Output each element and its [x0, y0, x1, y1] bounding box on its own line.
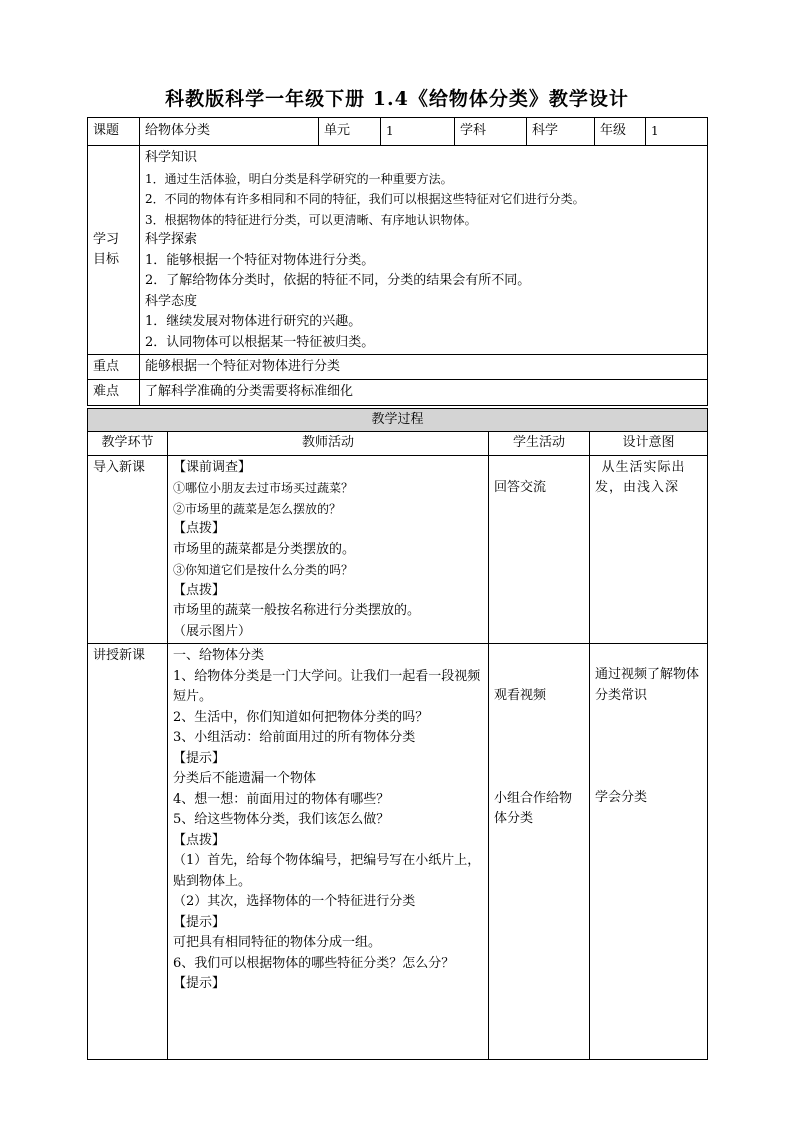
teacher-line: 市场里的蔬菜一般按名称进行分类摆放的。: [173, 603, 421, 618]
teacher-line: 5、给这些物体分类，我们该怎么做？: [173, 812, 390, 827]
teacher-line: 一、给物体分类: [173, 648, 265, 663]
student-activity-1: 观看视频: [494, 688, 547, 703]
teacher-line: 市场里的蔬菜都是分类摆放的。: [173, 541, 356, 557]
objective-line: 2．了解给物体分类时，依据的特征不同，分类的结果会有所不同。: [145, 273, 531, 288]
objectives-label-line1: 学习: [93, 231, 120, 247]
subject-label: 学科: [455, 118, 527, 146]
new-intent: [590, 644, 708, 1060]
intent-2: 学会分类: [595, 790, 648, 805]
teacher-line: 【点拨】: [173, 521, 226, 536]
teacher-line: ③你知道它们是按什么分类的吗？: [173, 563, 354, 577]
objective-line: 科学态度: [145, 293, 198, 309]
objective-line: 1．通过生活体验，明白分类是科学研究的一种重要方法。: [145, 171, 453, 186]
teacher-line: 1、给物体分类是一门大学问。让我们一起看一段视频短片。: [173, 668, 481, 704]
teacher-line: 2、生活中，你们知道如何把物体分类的吗？: [173, 709, 429, 725]
teacher-line: 【点拨】: [173, 582, 226, 598]
new-teacher: [168, 644, 489, 1060]
teacher-line: 【课前调查】: [173, 459, 252, 475]
teacher-line: 【提示】: [173, 914, 226, 930]
teacher-line: 4、想一想：前面用过的物体有哪些？: [173, 791, 390, 807]
teacher-line: ②市场里的蔬菜是怎么摆放的？: [173, 501, 342, 516]
key-point-value: 能够根据一个特征对物体进行分类: [140, 355, 708, 380]
header-student: 学生活动: [489, 432, 590, 456]
student-activity-2: 小组合作给物体分类: [494, 790, 573, 826]
grade-label: 年级: [595, 118, 646, 146]
objectives-content: [140, 146, 708, 355]
process-title: 教学过程: [88, 409, 708, 432]
difficulty-label: 难点: [88, 380, 140, 406]
objectives-label-line2: 目标: [93, 252, 120, 267]
header-intent: 设计意图: [590, 432, 708, 456]
intro-stage: 导入新课: [88, 455, 168, 644]
header-stage: 教学环节: [88, 432, 168, 456]
teacher-line: 6、我们可以根据物体的哪些特征分类？怎么分？: [173, 955, 455, 971]
unit-label: 单元: [319, 118, 381, 146]
header-teacher: 教师活动: [168, 432, 489, 456]
teacher-line: （2）其次，选择物体的一个特征进行分类: [173, 894, 416, 909]
key-point-label: 重点: [88, 355, 140, 380]
objective-line: 1．能够根据一个特征对物体进行分类。: [145, 252, 375, 268]
objective-line: 2．不同的物体有许多相同和不同的特征，我们可以根据这些特征对它们进行分类。: [145, 192, 585, 206]
objective-line: 3．根据物体的特征进行分类，可以更清晰、有序地认识物体。: [145, 212, 477, 227]
subject-value: 科学: [527, 118, 595, 146]
unit-value: 1: [381, 118, 455, 146]
new-stage: 讲授新课: [88, 644, 168, 1060]
lesson-info-table: [87, 117, 708, 406]
teacher-line: 分类后不能遗漏一个物体: [173, 771, 317, 786]
teacher-line: 【提示】: [173, 750, 226, 766]
teacher-line: 可把具有相同特征的物体分成一组。: [173, 935, 382, 950]
intro-student: 回答交流: [489, 455, 590, 644]
objective-line: 科学探索: [145, 232, 198, 247]
objectives-label: [88, 146, 140, 355]
teacher-line: （展示图片）: [173, 623, 252, 639]
difficulty-value: 了解科学准确的分类需要将标准细化: [140, 380, 708, 406]
lesson-label: 课题: [88, 118, 140, 146]
lesson-value: 给物体分类: [140, 118, 319, 146]
grade-value: 1: [646, 118, 708, 146]
intent-1: 通过视频了解物体分类常识: [595, 667, 700, 703]
document-title: 科教版科学一年级下册 1.4《给物体分类》教学设计: [165, 88, 629, 110]
new-student: [489, 644, 590, 1060]
teacher-line: 【点拨】: [173, 832, 226, 848]
objective-line: 科学知识: [145, 150, 198, 165]
intro-teacher: [168, 455, 489, 644]
teaching-process-table: [87, 408, 708, 1060]
intro-intent: 从生活实际出发，由浅入深: [590, 455, 708, 644]
teacher-line: 【提示】: [173, 976, 226, 991]
teacher-line: 3、小组活动：给前面用过的所有物体分类: [173, 730, 416, 745]
teacher-line: ①哪位小朋友去过市场买过蔬菜？: [173, 481, 354, 495]
objective-line: 1．继续发展对物体进行研究的兴趣。: [145, 314, 362, 329]
objective-line: 2．认同物体可以根据某一特征被归类。: [145, 334, 375, 350]
teacher-line: （1）首先，给每个物体编号，把编号写在小纸片上，贴到物体上。: [173, 853, 481, 889]
